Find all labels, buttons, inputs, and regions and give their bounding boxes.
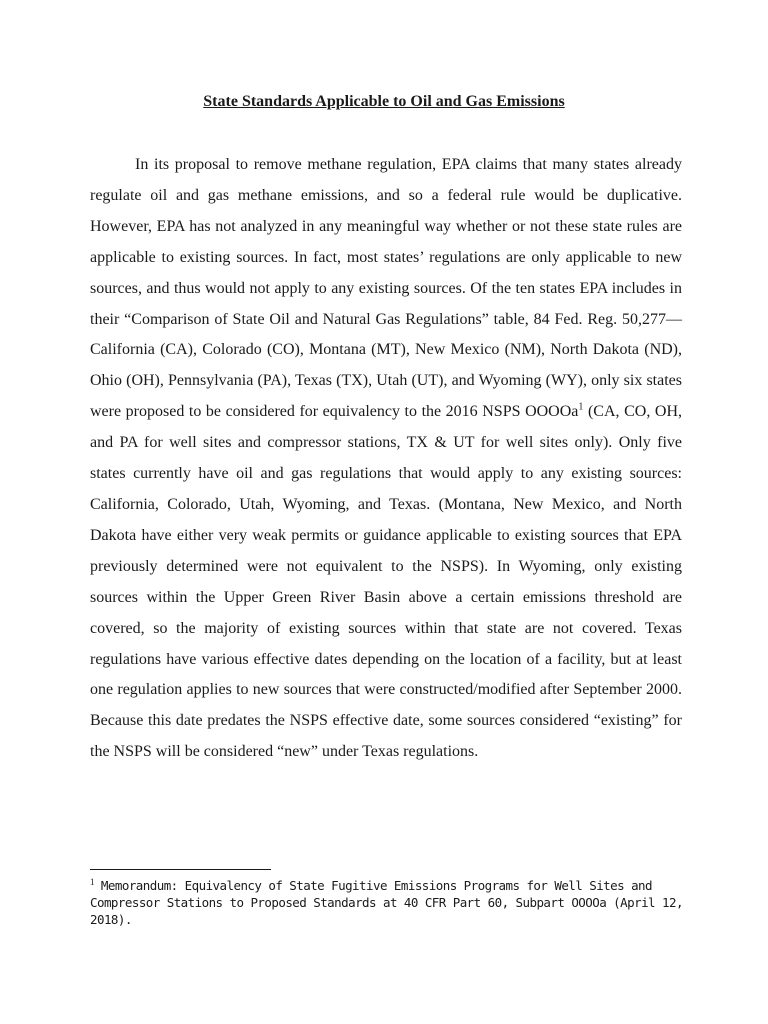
footnote-reference[interactable]: 1 [578,401,584,413]
body-text-part-1: In its proposal to remove methane regulation, EPA claims that many states already regulate oil and gas methane emissions, and so a federal rule would be duplicative. However, EPA has not analyzed in any meaningful way whether or not these state rules are applicable to existing sources. In fact, most states’ regulations are only applicable to new sources, and thus would not apply to any existing sources. Of the ten states EPA includes in their “Comparison of State Oil and Natural Gas Regulations” table, 84 Fed. Reg. 50,277—California (CA), Colorado (CO), Montana (MT), New Mexico (NM), North Dakota (ND), Ohio (OH), Pennsylvania (PA), Texas (TX), Utah (UT), and Wyoming (WY), only six states were proposed to be considered for equivalency to the 2016 NSPS OOOOa [90,156,682,421]
body-text-part-2: (CA, CO, OH, and PA for well sites and compressor stations, TX & UT for well sites only). Only five states currently have oil and gas regulations that would apply to any existing sources: California, Colorado, Utah, Wyoming, and Texas. (Montana, New Mexico, and North Dakota have either very weak permits or guidance applicable to existing sources that EPA previously determined were not equivalent to the NSPS). In Wyoming, only existing sources within the Upper Green River Basin above a certain emissions threshold are covered, so the majority of existing sources within that state are not covered. Texas regulations have various effective dates depending on the location of a facility, but at least one regulation applies to new sources that were constructed/modified after September 2000. Because this date predates the NSPS effective date, some sources considered “existing” for the NSPS will be considered “new” under Texas regulations. [90,403,683,761]
footnote-marker: 1 [90,876,94,887]
footnote-text: Memorandum: Equivalency of State Fugitive Emissions Programs for Well Sites and Compressor Stations to Proposed Standards at 40 CFR Part 60, Subpart OOOOa (April 12, 2018). [90,878,683,927]
footnote [90,877,690,928]
body-paragraph [90,150,682,768]
document-title: State Standards Applicable to Oil and Gas Emissions [203,93,565,110]
footnote-separator [90,869,271,870]
